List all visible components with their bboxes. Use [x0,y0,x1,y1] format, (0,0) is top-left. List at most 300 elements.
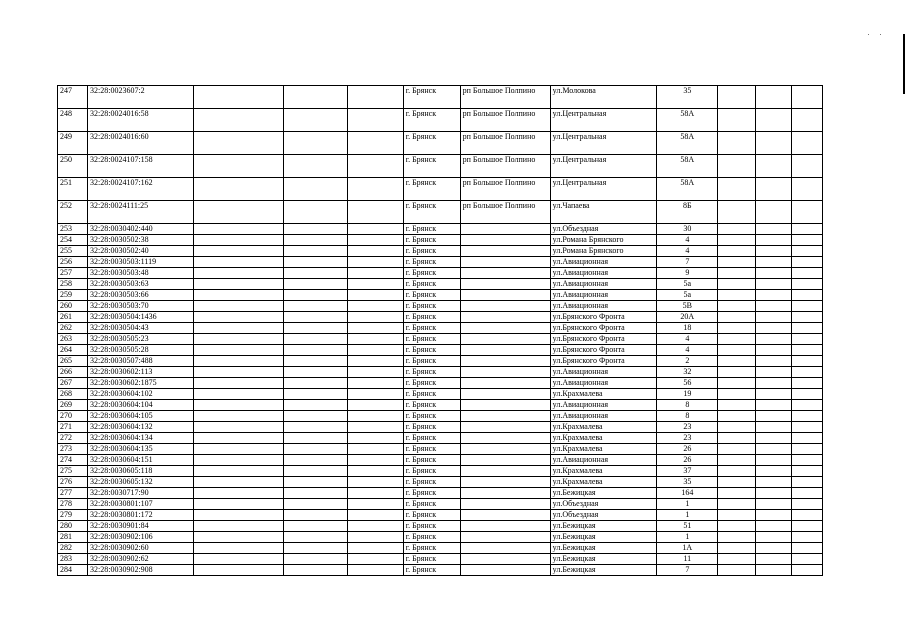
empty-cell [755,422,791,433]
empty-cell [718,543,755,554]
empty-cell [193,367,283,378]
empty-cell [347,367,403,378]
house-number: 32 [657,367,718,378]
empty-cell [193,246,283,257]
settlement-cell [460,554,550,565]
house-number: 164 [657,488,718,499]
cadastral-number: 32:28:0030402:440 [88,224,194,235]
empty-cell [718,554,755,565]
table-row [58,132,823,155]
row-number: 264 [58,345,88,356]
street-cell: ул.Центральная [550,178,657,201]
empty-cell [718,268,755,279]
empty-cell [347,279,403,290]
row-number: 250 [58,155,88,178]
empty-cell [791,543,822,554]
empty-cell [755,499,791,510]
house-number: 35 [657,477,718,488]
row-number: 280 [58,521,88,532]
cadastral-number: 32:28:0030505:23 [88,334,194,345]
table-row [58,279,823,290]
street-cell: ул.Центральная [550,155,657,178]
empty-cell [193,224,283,235]
empty-cell [755,488,791,499]
empty-cell [347,488,403,499]
empty-cell [283,155,347,178]
house-number: 23 [657,422,718,433]
settlement-cell [460,565,550,576]
empty-cell [755,178,791,201]
table-row [58,345,823,356]
empty-cell [283,356,347,367]
city-cell: г. Брянск [403,521,460,532]
register-table [57,85,823,576]
table-row [58,86,823,109]
empty-cell [718,565,755,576]
house-number: 1 [657,499,718,510]
empty-cell [193,433,283,444]
house-number: 26 [657,455,718,466]
city-cell: г. Брянск [403,155,460,178]
empty-cell [347,290,403,301]
empty-cell [755,367,791,378]
house-number: 1 [657,532,718,543]
empty-cell [791,378,822,389]
cadastral-number: 32:28:0030504:43 [88,323,194,334]
table-row [58,334,823,345]
table-row [58,224,823,235]
city-cell: г. Брянск [403,422,460,433]
street-cell: ул.Авиационная [550,367,657,378]
settlement-cell [460,411,550,422]
house-number: 23 [657,433,718,444]
empty-cell [755,155,791,178]
empty-cell [718,532,755,543]
empty-cell [347,246,403,257]
settlement-cell [460,323,550,334]
table-row [58,543,823,554]
cadastral-number: 32:28:0023607:2 [88,86,194,109]
empty-cell [283,235,347,246]
empty-cell [718,422,755,433]
city-cell: г. Брянск [403,433,460,444]
house-number: 9 [657,268,718,279]
empty-cell [718,334,755,345]
table-row [58,389,823,400]
cadastral-number: 32:28:0030507:488 [88,356,194,367]
empty-cell [283,290,347,301]
empty-cell [718,246,755,257]
register-body [58,86,823,576]
cadastral-number: 32:28:0030902:106 [88,532,194,543]
city-cell: г. Брянск [403,235,460,246]
settlement-cell [460,433,550,444]
empty-cell [791,224,822,235]
city-cell: г. Брянск [403,301,460,312]
empty-cell [283,246,347,257]
empty-cell [347,499,403,510]
empty-cell [193,554,283,565]
empty-cell [347,334,403,345]
city-cell: г. Брянск [403,477,460,488]
empty-cell [347,444,403,455]
row-number: 257 [58,268,88,279]
empty-cell [193,444,283,455]
cadastral-number: 32:28:0024107:162 [88,178,194,201]
house-number: 18 [657,323,718,334]
empty-cell [755,411,791,422]
settlement-cell [460,521,550,532]
street-cell: ул.Брянского Фронта [550,345,657,356]
empty-cell [755,132,791,155]
empty-cell [283,257,347,268]
empty-cell [755,235,791,246]
street-cell: ул.Брянского Фронта [550,323,657,334]
empty-cell [718,444,755,455]
empty-cell [283,201,347,224]
row-number: 252 [58,201,88,224]
cadastral-number: 32:28:0024107:158 [88,155,194,178]
cadastral-number: 32:28:0030901:84 [88,521,194,532]
empty-cell [791,444,822,455]
empty-cell [791,312,822,323]
empty-cell [283,378,347,389]
empty-cell [347,455,403,466]
empty-cell [755,290,791,301]
empty-cell [755,378,791,389]
table-row [58,510,823,521]
table-row [58,201,823,224]
empty-cell [791,400,822,411]
cadastral-number: 32:28:0030503:63 [88,279,194,290]
empty-cell [718,279,755,290]
settlement-cell [460,532,550,543]
empty-cell [193,521,283,532]
settlement-cell [460,312,550,323]
empty-cell [193,356,283,367]
cadastral-number: 32:28:0024016:60 [88,132,194,155]
street-cell: ул.Брянского Фронта [550,334,657,345]
empty-cell [791,477,822,488]
empty-cell [718,499,755,510]
empty-cell [791,334,822,345]
empty-cell [718,400,755,411]
house-number: 58А [657,155,718,178]
empty-cell [283,178,347,201]
city-cell: г. Брянск [403,499,460,510]
empty-cell [347,345,403,356]
empty-cell [791,235,822,246]
empty-cell [193,499,283,510]
table-row [58,411,823,422]
table-row [58,466,823,477]
empty-cell [193,543,283,554]
city-cell: г. Брянск [403,356,460,367]
row-number: 281 [58,532,88,543]
empty-cell [193,477,283,488]
house-number: 30 [657,224,718,235]
cadastral-number: 32:28:0030502:38 [88,235,194,246]
cadastral-number: 32:28:0030503:70 [88,301,194,312]
empty-cell [193,312,283,323]
table-row [58,290,823,301]
empty-cell [347,411,403,422]
cadastral-number: 32:28:0030604:135 [88,444,194,455]
house-number: 1А [657,543,718,554]
empty-cell [347,565,403,576]
settlement-cell [460,334,550,345]
city-cell: г. Брянск [403,532,460,543]
table-row [58,521,823,532]
empty-cell [755,532,791,543]
empty-cell [791,466,822,477]
city-cell: г. Брянск [403,488,460,499]
cadastral-number: 32:28:0030605:118 [88,466,194,477]
empty-cell [193,268,283,279]
empty-cell [347,433,403,444]
city-cell: г. Брянск [403,543,460,554]
settlement-cell [460,224,550,235]
table-row [58,565,823,576]
empty-cell [718,411,755,422]
empty-cell [347,235,403,246]
empty-cell [283,422,347,433]
scan-dot [880,34,881,35]
empty-cell [283,488,347,499]
empty-cell [718,356,755,367]
empty-cell [283,389,347,400]
empty-cell [193,334,283,345]
settlement-cell [460,455,550,466]
empty-cell [791,488,822,499]
cadastral-number: 32:28:0030602:1875 [88,378,194,389]
table-row [58,400,823,411]
empty-cell [791,345,822,356]
table-row [58,109,823,132]
empty-cell [718,290,755,301]
city-cell: г. Брянск [403,224,460,235]
settlement-cell [460,543,550,554]
row-number: 277 [58,488,88,499]
empty-cell [791,554,822,565]
city-cell: г. Брянск [403,510,460,521]
scan-dot [868,34,869,35]
empty-cell [347,400,403,411]
house-number: 4 [657,235,718,246]
table-row [58,422,823,433]
row-number: 267 [58,378,88,389]
settlement-cell [460,389,550,400]
empty-cell [718,109,755,132]
empty-cell [718,155,755,178]
street-cell: ул.Авиационная [550,400,657,411]
city-cell: г. Брянск [403,411,460,422]
empty-cell [193,279,283,290]
row-number: 265 [58,356,88,367]
street-cell: ул.Бежицкая [550,488,657,499]
street-cell: ул.Крахмалева [550,422,657,433]
empty-cell [283,477,347,488]
house-number: 37 [657,466,718,477]
house-number: 2 [657,356,718,367]
street-cell: ул.Бежицкая [550,543,657,554]
empty-cell [283,554,347,565]
empty-cell [193,455,283,466]
table-row [58,554,823,565]
empty-cell [755,477,791,488]
row-number: 268 [58,389,88,400]
settlement-cell [460,400,550,411]
empty-cell [755,224,791,235]
empty-cell [193,290,283,301]
cadastral-number: 32:28:0030503:1119 [88,257,194,268]
empty-cell [791,257,822,268]
empty-cell [193,86,283,109]
empty-cell [755,246,791,257]
empty-cell [193,235,283,246]
empty-cell [791,521,822,532]
empty-cell [193,301,283,312]
row-number: 249 [58,132,88,155]
empty-cell [791,565,822,576]
cadastral-number: 32:28:0030602:113 [88,367,194,378]
empty-cell [283,521,347,532]
empty-cell [193,378,283,389]
empty-cell [718,378,755,389]
empty-cell [193,323,283,334]
row-number: 260 [58,301,88,312]
empty-cell [755,521,791,532]
row-number: 276 [58,477,88,488]
table-row [58,178,823,201]
empty-cell [283,323,347,334]
row-number: 279 [58,510,88,521]
settlement-cell [460,301,550,312]
table-row [58,246,823,257]
empty-cell [791,290,822,301]
settlement-cell [460,466,550,477]
empty-cell [755,543,791,554]
house-number: 7 [657,565,718,576]
row-number: 248 [58,109,88,132]
street-cell: ул.Авиационная [550,290,657,301]
settlement-cell [460,422,550,433]
empty-cell [791,510,822,521]
table-row [58,323,823,334]
empty-cell [791,178,822,201]
empty-cell [791,422,822,433]
street-cell: ул.Романа Брянского [550,246,657,257]
empty-cell [283,268,347,279]
house-number: 1 [657,510,718,521]
table-row [58,477,823,488]
city-cell: г. Брянск [403,178,460,201]
empty-cell [755,345,791,356]
table-row [58,488,823,499]
row-number: 275 [58,466,88,477]
table-row [58,433,823,444]
empty-cell [755,301,791,312]
empty-cell [347,389,403,400]
city-cell: г. Брянск [403,109,460,132]
house-number: 35 [657,86,718,109]
empty-cell [193,422,283,433]
empty-cell [755,109,791,132]
street-cell: ул.Центральная [550,109,657,132]
row-number: 283 [58,554,88,565]
empty-cell [193,132,283,155]
empty-cell [791,389,822,400]
row-number: 255 [58,246,88,257]
empty-cell [755,433,791,444]
empty-cell [283,109,347,132]
house-number: 20А [657,312,718,323]
empty-cell [718,367,755,378]
row-number: 269 [58,400,88,411]
empty-cell [718,132,755,155]
settlement-cell [460,345,550,356]
empty-cell [283,455,347,466]
empty-cell [718,323,755,334]
house-number: 5а [657,290,718,301]
city-cell: г. Брянск [403,345,460,356]
street-cell: ул.Брянского Фронта [550,312,657,323]
empty-cell [193,201,283,224]
empty-cell [755,86,791,109]
empty-cell [791,201,822,224]
empty-cell [718,86,755,109]
empty-cell [283,334,347,345]
empty-cell [718,466,755,477]
table-row [58,268,823,279]
cadastral-number: 32:28:0030505:28 [88,345,194,356]
city-cell: г. Брянск [403,279,460,290]
settlement-cell [460,257,550,268]
table-row [58,532,823,543]
row-number: 263 [58,334,88,345]
empty-cell [347,301,403,312]
empty-cell [718,257,755,268]
city-cell: г. Брянск [403,323,460,334]
street-cell: ул.Романа Брянского [550,235,657,246]
cadastral-number: 32:28:0030604:104 [88,400,194,411]
street-cell: ул.Авиационная [550,455,657,466]
cadastral-number: 32:28:0030604:132 [88,422,194,433]
settlement-cell [460,444,550,455]
empty-cell [283,367,347,378]
empty-cell [791,411,822,422]
city-cell: г. Брянск [403,565,460,576]
settlement-cell: рп Большое Полпино [460,109,550,132]
house-number: 19 [657,389,718,400]
house-number: 5а [657,279,718,290]
empty-cell [791,86,822,109]
empty-cell [755,257,791,268]
city-cell: г. Брянск [403,246,460,257]
cadastral-number: 32:28:0030801:172 [88,510,194,521]
empty-cell [791,279,822,290]
empty-cell [347,268,403,279]
empty-cell [347,155,403,178]
house-number: 58А [657,132,718,155]
empty-cell [718,345,755,356]
empty-cell [718,201,755,224]
cadastral-number: 32:28:0030604:134 [88,433,194,444]
empty-cell [283,279,347,290]
city-cell: г. Брянск [403,400,460,411]
city-cell: г. Брянск [403,554,460,565]
row-number: 254 [58,235,88,246]
